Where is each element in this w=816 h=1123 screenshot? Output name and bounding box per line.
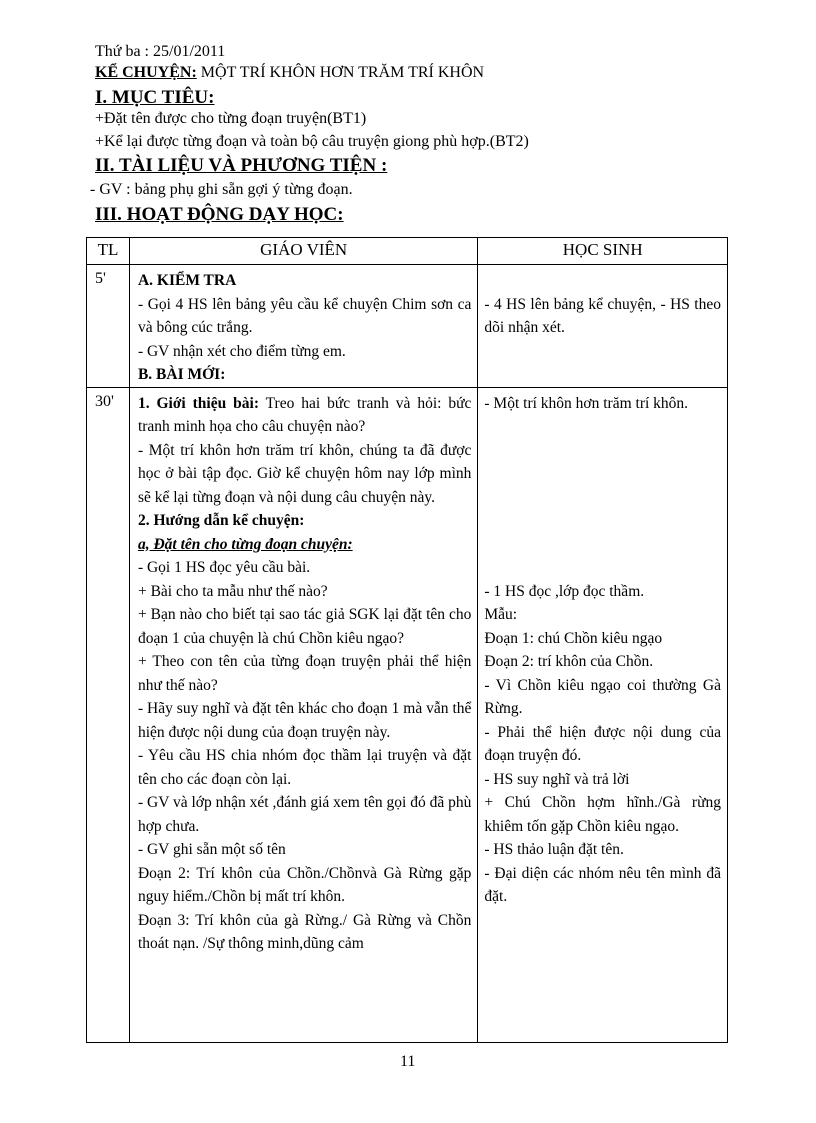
cell-paragraph: 2. Hướng dẫn kể chuyện:	[137, 512, 305, 529]
cell-paragraph: - Một trí khôn hơn trăm trí khôn.	[484, 394, 689, 412]
student-cell	[478, 387, 728, 1042]
cell-paragraph: - Đại diện các nhóm nêu tên mình đã đặt.	[484, 864, 721, 905]
table-row	[87, 265, 728, 388]
cell-paragraph: - Gọi 4 HS lên bảng yêu cầu kể chuyện Chim sơn ca và bông cúc trắng.	[137, 295, 472, 336]
time-cell: 30'	[87, 387, 130, 1042]
spacer	[484, 556, 721, 580]
cell-paragraph: - GV và lớp nhận xét ,đánh giá xem tên gọi đó đã phù hợp chưa.	[137, 794, 472, 835]
title-prefix: KỂ CHUYỆN:	[95, 64, 197, 81]
section-objectives-heading: I. MỤC TIÊU:	[95, 87, 215, 108]
cell-paragraph: - Hãy suy nghĩ và đặt tên khác cho đoạn 1 mà vẫn thể hiện được nội dung của đoạn truyện này.	[137, 700, 472, 741]
cell-paragraph: Đoạn 2: trí khôn của Chồn.	[484, 653, 654, 670]
spacer	[484, 269, 721, 293]
cell-paragraph: - GV nhận xét cho điểm từng em.	[137, 342, 346, 360]
goal-2: +Kể lại được từng đoạn và toàn bộ câu truyện giong phù hợp.(BT2)	[95, 133, 529, 150]
goal-1: +Đặt tên được cho từng đoạn truyện(BT1)	[95, 110, 367, 127]
spacer	[484, 533, 721, 557]
cell-paragraph: + Chú Chồn hợm hĩnh./Gà rừng khiêm tốn gặp Chồn kiêu ngạo.	[484, 794, 721, 835]
spacer	[484, 462, 721, 486]
lesson-date: Thứ ba : 25/01/2011	[95, 43, 226, 60]
cell-paragraph: Mẫu:	[484, 606, 518, 623]
cell-paragraph: + Bài cho ta mẫu như thế nào?	[137, 582, 328, 600]
cell-paragraph: - Yêu cầu HS chia nhóm đọc thầm lại truyện và đặt tên cho các đoạn còn lại.	[137, 747, 472, 788]
header-student: HỌC SINH	[478, 238, 728, 265]
header-teacher: GIÁO VIÊN	[129, 238, 477, 265]
spacer	[484, 486, 721, 510]
cell-paragraph: - Gọi 1 HS đọc yêu cầu bài.	[137, 559, 311, 576]
time-cell: 5'	[87, 265, 130, 388]
title-rest: MỘT TRÍ KHÔN HƠN TRĂM TRÍ KHÔN	[196, 64, 485, 81]
cell-paragraph	[138, 392, 471, 439]
cell-paragraph: - 1 HS đọc ,lớp đọc thầm.	[484, 582, 645, 600]
cell-paragraph: - Vì Chồn kiêu ngạo coi thường Gà Rừng.	[484, 676, 721, 717]
cell-paragraph: - HS thảo luận đặt tên.	[484, 841, 624, 858]
table-row	[87, 387, 728, 1042]
page-number: 11	[400, 1053, 416, 1070]
cell-paragraph: B. BÀI MỚI:	[137, 366, 226, 383]
spacer	[484, 509, 721, 533]
cell-paragraph: a, Đặt tên cho từng đoạn chuyện:	[137, 535, 353, 553]
student-cell	[478, 265, 728, 388]
spacer	[484, 439, 721, 463]
activities-table	[86, 237, 728, 1043]
cell-paragraph: A. KIỂM TRA	[137, 272, 237, 289]
section-activities-heading: III. HOẠT ĐỘNG DẠY HỌC:	[95, 204, 344, 225]
cell-paragraph: - Phải thể hiện được nội dung của đoạn truyện đó.	[484, 723, 721, 764]
cell-paragraph: + Theo con tên của từng đoạn truyện phải thể hiện như thế nào?	[137, 653, 472, 694]
teacher-cell	[129, 387, 477, 1042]
cell-paragraph: Đoạn 2: Trí khôn của Chồn./Chồnvà Gà Rừng gặp nguy hiểm./Chồn bị mất trí khôn.	[137, 864, 472, 905]
cell-paragraph: Đoạn 1: chú Chồn kiêu ngạo	[484, 629, 663, 647]
cell-paragraph: - HS suy nghĩ và trả lời	[484, 770, 630, 788]
materials-text: - GV : bảng phụ ghi sẵn gợi ý từng đoạn.	[90, 181, 353, 198]
cell-paragraph: - GV ghi sẵn một số tên	[137, 841, 286, 858]
cell-paragraph: + Bạn nào cho biết tại sao tác giả SGK lại đặt tên cho đoạn 1 của chuyện là chú Chồn kiêu ngạo?	[137, 606, 472, 647]
cell-paragraph: - 4 HS lên bảng kể chuyện, - HS theo dõi nhận xét.	[484, 295, 721, 336]
cell-paragraph: - Một trí khôn hơn trăm trí khôn, chúng ta đã được học ở bài tập đọc. Giờ kể chuyện hôm nay lớp mình sẽ kể lại từng đoạn và nội dung câu chuyện này.	[137, 441, 472, 506]
cell-paragraph: Đoạn 3: Trí khôn của gà Rừng./ Gà Rừng và Chồn thoát nạn. /Sự thông minh,dũng cảm	[137, 911, 472, 952]
header-tl: TL	[87, 238, 130, 265]
paragraph-lead: 1. Giới thiệu bài:	[137, 394, 259, 412]
teacher-cell	[129, 265, 477, 388]
spacer	[484, 415, 721, 439]
table-header-row	[87, 238, 728, 265]
paragraph-text: Treo hai bức tranh và hỏi: bức tranh minh họa cho câu chuyện nào?	[137, 394, 472, 435]
lesson-title	[95, 64, 484, 82]
section-materials-heading: II. TÀI LIỆU VÀ PHƯƠNG TIỆN :	[95, 155, 388, 176]
